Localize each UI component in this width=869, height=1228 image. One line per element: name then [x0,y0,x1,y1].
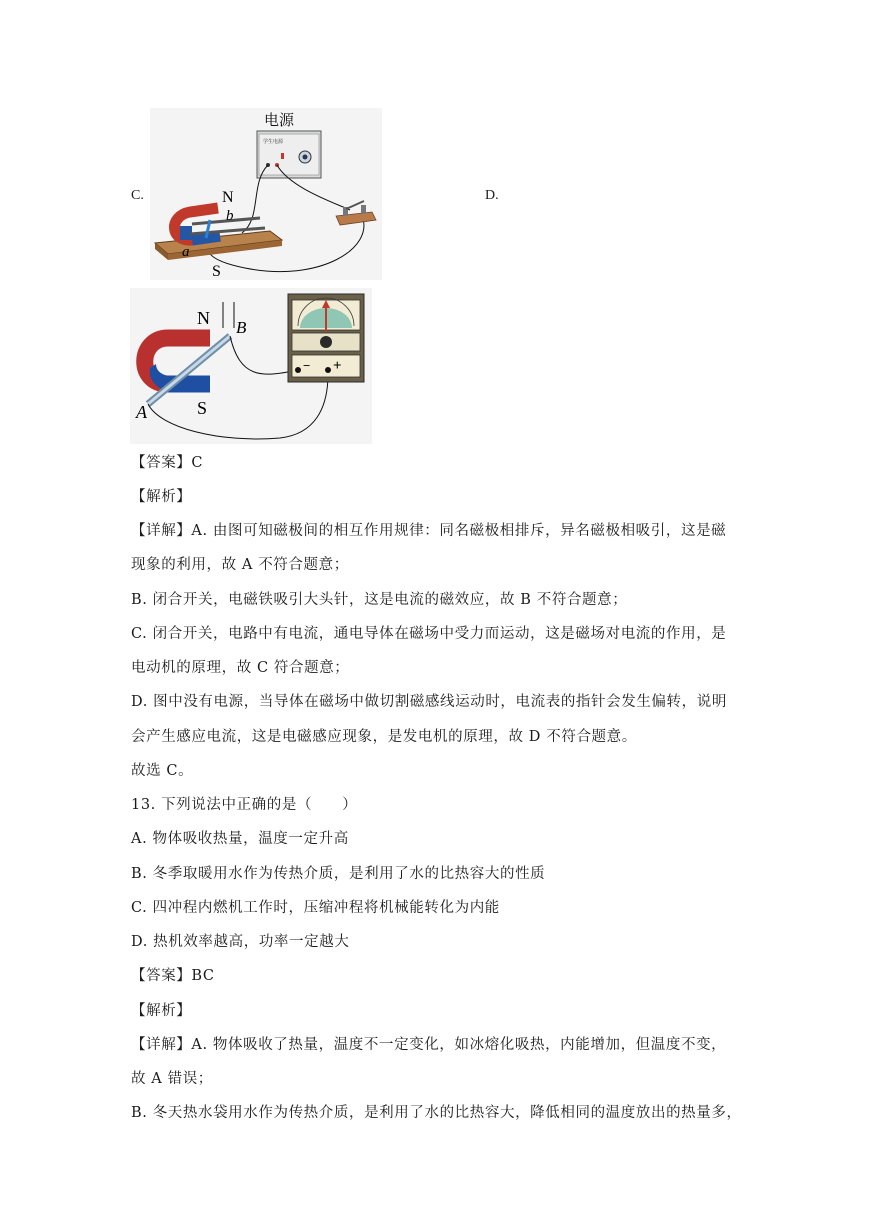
detail-line: 现象的利用，故 A 不符合题意； [131,557,349,573]
analysis-heading: 【解析】 [131,489,192,505]
minus-terminal-label: − [303,358,311,373]
detail-line: 故 A 错误； [131,1071,213,1087]
conclusion-line: 故选 C。 [131,763,194,779]
power-supply-label: 电源 [263,113,295,129]
rod-b-label: b [226,208,234,224]
motor-principle-figure [150,108,382,280]
detail-line: D. 图中没有电源，当导体在磁场中做切割磁感线运动时，电流表的指针会发生偏转，说明 [131,694,727,710]
detail-line: 会产生感应电流，这是电磁感应现象，是发电机的原理，故 D 不符合题意。 [131,729,637,745]
question-option-a: A. 物体吸收热量，温度一定升高 [131,831,349,847]
question-option-b: B. 冬季取暖用水作为传热介质，是利用了水的比热容大的性质 [131,866,546,882]
question-stem: 13. 下列说法中正确的是（ ） [131,797,358,813]
end-a-label: A [136,402,147,422]
question-option-d: D. 热机效率越高，功率一定越大 [131,934,350,950]
detail-line: 【详解】A. 物体吸收了热量，温度不一定变化，如冰熔化吸热，内能增加，但温度不变， [131,1037,727,1053]
option-c-label: C. [131,188,144,203]
plus-terminal-label: + [333,358,342,374]
end-b-label: B [236,318,247,337]
north-pole-label: N [197,308,210,328]
question-option-c: C. 四冲程内燃机工作时，压缩冲程将机械能转化为内能 [131,900,500,916]
galvanometer [288,294,364,382]
detail-line: B. 闭合开关，电磁铁吸引大头针，这是电流的磁效应，故 B 不符合题意； [131,592,628,608]
analysis-heading: 【解析】 [131,1003,192,1019]
north-pole-label: N [222,189,234,206]
detail-line: 【详解】A. 由图可知磁极间的相互作用规律：同名磁极相排斥，异名磁极相吸引，这是磁 [131,523,727,539]
detail-line: C. 闭合开关，电路中有电流，通电导体在磁场中受力而运动，这是磁场对电流的作用，是 [131,626,727,642]
south-pole-label: S [197,398,208,418]
answer-heading: 【答案】C [131,455,204,471]
rod-a-label: a [182,244,190,260]
detail-line: B. 冬天热水袋用水作为传热介质，是利用了水的比热容大，降低相同的温度放出的热量多， [131,1105,742,1121]
south-pole-label: S [212,263,221,280]
generator-principle-figure [130,288,372,444]
option-d-label: D. [485,188,499,203]
power-panel-text: 学生电源 [263,140,284,145]
power-supply [257,131,321,178]
answer-heading: 【答案】BC [131,968,215,984]
detail-line: 电动机的原理，故 C 符合题意； [131,660,350,676]
